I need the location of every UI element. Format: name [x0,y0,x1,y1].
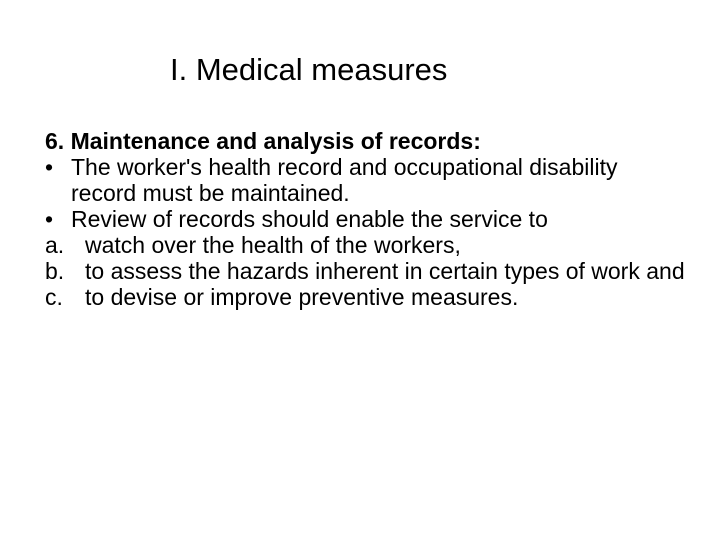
bullet-marker: • [45,206,54,232]
letter-marker: a. [45,232,65,258]
bullet-text: The worker's health record and occupational disability record must be maintained. [71,154,618,206]
bullet-marker: • [45,154,54,180]
lettered-text: to devise or improve preventive measures. [85,284,519,310]
bullet-item [45,206,685,232]
section-heading: 6. Maintenance and analysis of records: [45,128,481,154]
slide-title: I. Medical measures [170,52,448,87]
lettered-text: watch over the health of the workers, [85,232,461,258]
lettered-text: to assess the hazards inherent in certain types of work and [85,258,685,284]
lettered-item [45,232,685,258]
bullet-text: Review of records should enable the service to [71,206,548,232]
slide-content [45,128,685,310]
lettered-item [45,258,685,284]
letter-marker: c. [45,284,63,310]
lettered-item [45,284,685,310]
bullet-item [45,154,685,206]
letter-marker: b. [45,258,65,284]
